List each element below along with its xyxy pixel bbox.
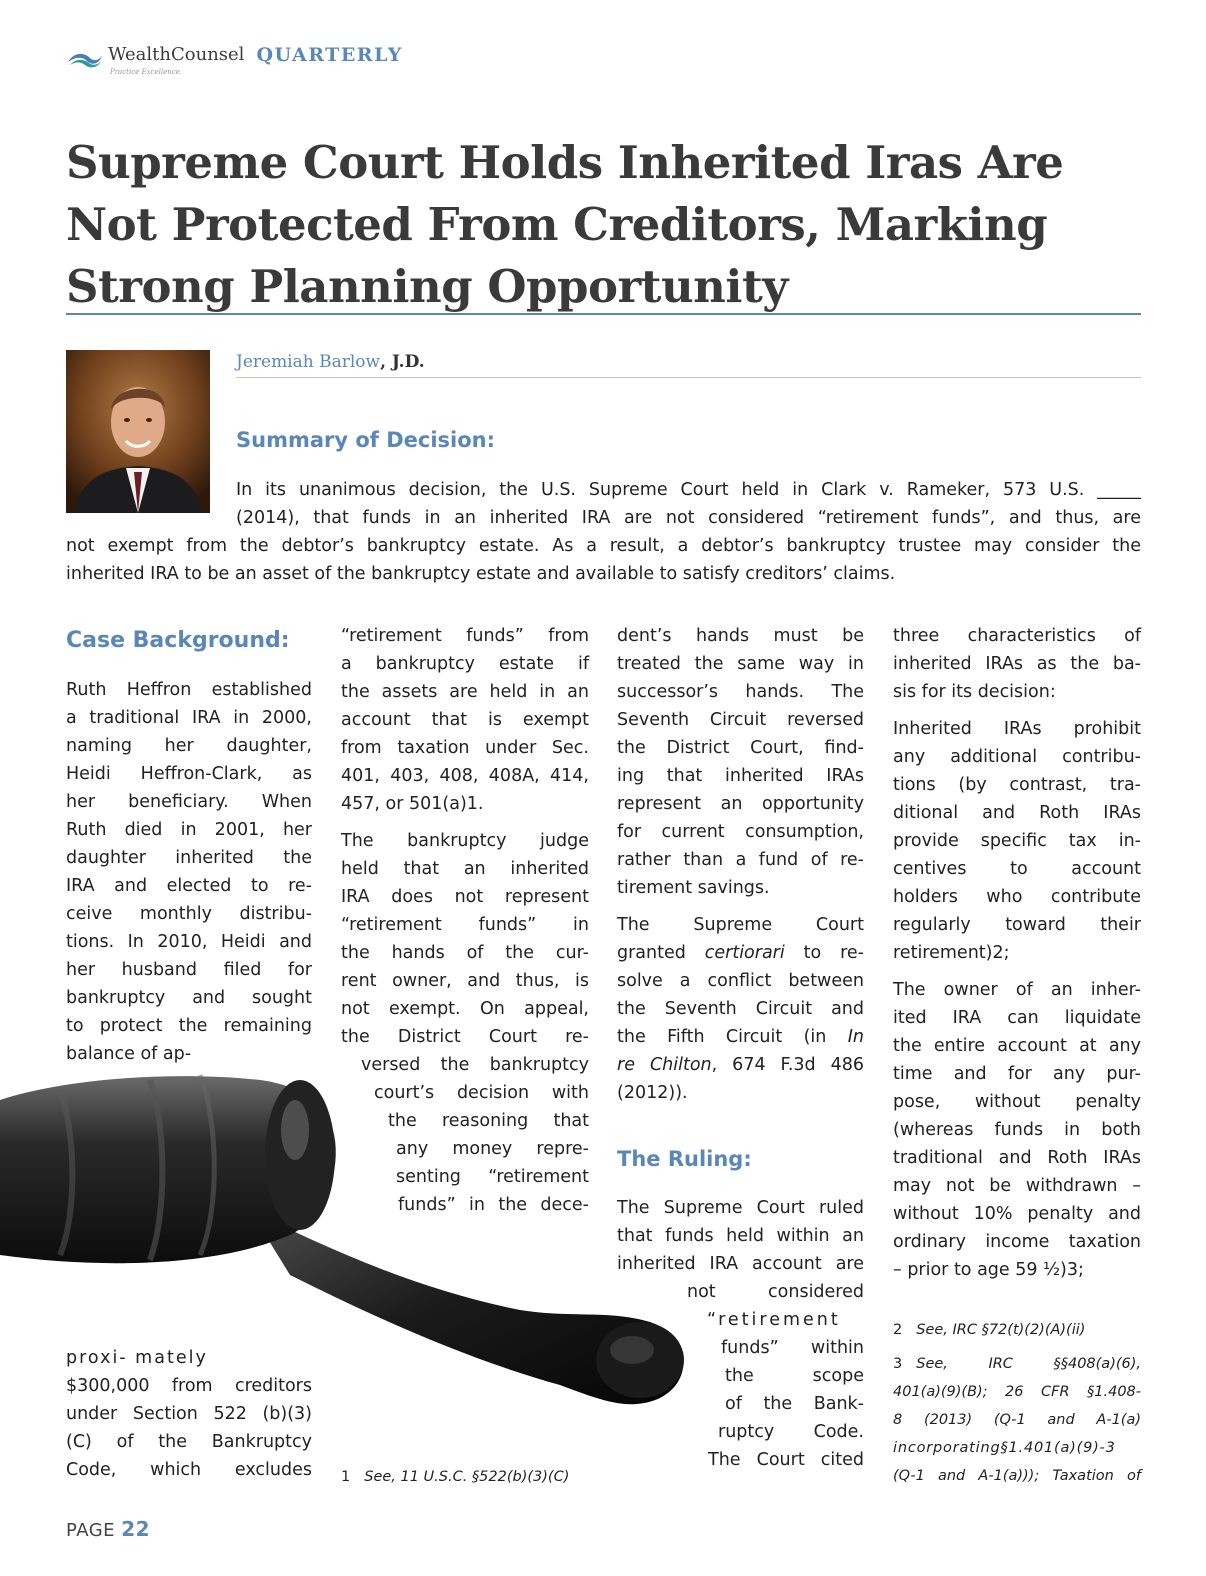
footnote-text: See, IRC §§408(a)(6),: [916, 1356, 1141, 1372]
text-line: the reasoning that: [388, 1111, 589, 1131]
text-line: Ruth Heffron established: [66, 680, 312, 700]
text-line: “retirement funds” in: [341, 915, 589, 935]
brand-section: QUARTERLY: [256, 44, 403, 66]
case-background-column: [66, 676, 312, 1068]
text-line: a bankruptcy estate if: [341, 654, 589, 674]
text-line: IRA does not represent: [341, 887, 589, 907]
text-line: rent owner, and thus, is: [341, 971, 589, 991]
page-label: PAGE: [66, 1520, 116, 1541]
text-line: The Supreme Court: [617, 915, 864, 935]
brand-tagline: Practice Excellence.: [110, 68, 183, 76]
text-line: centives to account: [893, 859, 1141, 879]
column-3: [617, 622, 864, 1107]
text-line: under Section 522 (b)(3): [66, 1404, 312, 1424]
column-4: [893, 622, 1141, 1284]
author-byline: [236, 350, 425, 374]
footnote-line: (Q-1 and A-1(a))); Taxation of: [893, 1468, 1141, 1484]
text-line: “retirement funds” from: [341, 626, 589, 646]
text-line: balance of ap-: [66, 1044, 192, 1064]
footnote-line: 8 (2013) (Q-1 and A-1(a): [893, 1412, 1141, 1428]
summary-line: In its unanimous decision, the U.S. Supreme Court held in Clark v. Rameker, 573 U.S. _____: [236, 480, 1141, 500]
title-line: Not Protected From Creditors, Marking: [66, 198, 1048, 251]
text-line: – prior to age 59 ½)3;: [893, 1260, 1084, 1280]
text-line: The owner of an inher-: [893, 980, 1141, 1000]
text-line: retirement)2;: [893, 943, 1010, 963]
text-line: without 10% penalty and: [893, 1204, 1141, 1224]
column-2: [341, 622, 589, 1219]
summary-line: (2014), that funds in an inherited IRA are not considered “retirement funds”, and thus, are: [236, 508, 1141, 528]
author-credential: , J.D.: [380, 352, 425, 372]
page-number: [66, 1517, 150, 1541]
text-line: ited IRA can liquidate: [893, 1008, 1141, 1028]
text-line: The Supreme Court ruled: [617, 1198, 864, 1218]
text-line: that funds held within an: [617, 1226, 864, 1246]
text-line: [617, 1051, 864, 1079]
text-line: funds” within: [721, 1338, 864, 1358]
text-line: time and for any pur-: [893, 1064, 1141, 1084]
text-line: rather than a fund of re-: [617, 850, 864, 870]
article-title: [66, 132, 1146, 318]
footnote-line: 401(a)(9)(B); 26 CFR §1.408-: [893, 1384, 1141, 1400]
text-line: regularly toward their: [893, 915, 1141, 935]
summary-line: inherited IRA to be an asset of the bankruptcy estate and available to satisfy creditors’ claims.: [66, 564, 896, 584]
text-line: ordinary income taxation: [893, 1232, 1141, 1252]
text-line: ditional and Roth IRAs: [893, 803, 1141, 823]
text-line: the hands of the cur-: [341, 943, 589, 963]
text-line: proxi- mately: [66, 1348, 208, 1368]
text-line: from taxation under Sec.: [341, 738, 589, 758]
text-line: ruptcy Code.: [718, 1422, 864, 1442]
text-line: the entire account at any: [893, 1036, 1141, 1056]
title-line: Strong Planning Opportunity: [66, 260, 788, 313]
page-number-value: 22: [121, 1517, 151, 1541]
text-run: to re-: [784, 943, 864, 963]
text-line: senting “retirement: [396, 1167, 589, 1187]
text-line: holders who contribute: [893, 887, 1141, 907]
text-line: represent an opportunity: [617, 794, 864, 814]
footnote-line: [893, 1350, 1141, 1378]
footnote-number: 1: [341, 1469, 351, 1485]
text-line: inherited IRAs as the ba-: [893, 654, 1141, 674]
text-line: the scope: [725, 1366, 864, 1386]
text-run: , 674 F.3d 486: [711, 1055, 864, 1075]
text-line: the District Court re-: [341, 1027, 589, 1047]
text-line: funds” in the dece-: [398, 1195, 589, 1215]
text-line: her beneficiary. When: [66, 792, 312, 812]
text-line: inherited IRA account are: [617, 1254, 864, 1274]
case-background-heading: Case Background:: [66, 628, 290, 653]
text-line: Heidi Heffron-Clark, as: [66, 764, 312, 784]
text-line: three characteristics of: [893, 626, 1141, 646]
text-line: The bankruptcy judge: [341, 831, 589, 851]
text-line: pose, without penalty: [893, 1092, 1141, 1112]
text-line: The Court cited: [708, 1450, 864, 1470]
author-name: Jeremiah Barlow: [236, 352, 381, 372]
text-line: Ruth died in 2001, her: [66, 820, 312, 840]
summary-line: not exempt from the debtor’s bankruptcy estate. As a result, a debtor’s bankruptcy trustee may consider the: [66, 536, 1141, 556]
ruling-column: [617, 1194, 864, 1474]
text-run: granted: [617, 943, 705, 963]
text-line: provide specific tax in-: [893, 831, 1141, 851]
footnote-number: 3: [893, 1356, 903, 1372]
text-line: not exempt. On appeal,: [341, 999, 589, 1019]
text-line: to protect the remaining: [66, 1016, 312, 1036]
text-line: 457, or 501(a)1.: [341, 794, 484, 814]
text-line: a traditional IRA in 2000,: [66, 708, 312, 728]
title-divider: [66, 313, 1141, 315]
text-line: sis for its decision:: [893, 682, 1056, 702]
text-line: held that an inherited: [341, 859, 589, 879]
title-line: Supreme Court Holds Inherited Iras Are: [66, 136, 1064, 189]
text-line: (2012)).: [617, 1083, 688, 1103]
text-line: [617, 1023, 864, 1051]
text-line: 401, 403, 408, 408A, 414,: [341, 766, 589, 786]
summary-heading: Summary of Decision:: [236, 428, 496, 452]
footnote-1: [341, 1463, 569, 1491]
text-line: the District Court, find-: [617, 738, 864, 758]
text-line: may not be withdrawn –: [893, 1176, 1141, 1196]
text-run: the Fifth Circuit (in: [617, 1027, 848, 1047]
text-line: the assets are held in an: [341, 682, 589, 702]
text-line: tirement savings.: [617, 878, 770, 898]
text-line: the Seventh Circuit and: [617, 999, 864, 1019]
author-divider: [236, 377, 1141, 378]
text-line: (C) of the Bankruptcy: [66, 1432, 312, 1452]
text-line: of the Bank-: [725, 1394, 864, 1414]
brand-name: WealthCounsel: [108, 44, 245, 65]
text-line: any money repre-: [396, 1139, 589, 1159]
text-line: ceive monthly distribu-: [66, 904, 312, 924]
footnote-line: incorporating§1.401(a)(9)-3: [893, 1440, 1116, 1456]
text-line: tions. In 2010, Heidi and: [66, 932, 312, 952]
text-line: any additional contribu-: [893, 747, 1141, 767]
text-line: [617, 939, 864, 967]
italic-term: re Chilton: [617, 1055, 712, 1075]
text-line: (whereas funds in both: [893, 1120, 1141, 1140]
text-line: ing that inherited IRAs: [617, 766, 864, 786]
italic-term: certiorari: [704, 943, 785, 963]
text-line: Code, which excludes: [66, 1460, 312, 1480]
footnote-text: See, 11 U.S.C. §522(b)(3)(C): [364, 1469, 570, 1485]
footnote-number: 2: [893, 1322, 903, 1338]
text-line: naming her daughter,: [66, 736, 312, 756]
text-line: IRA and elected to re-: [66, 876, 312, 896]
footnote-2: [893, 1316, 1141, 1344]
text-line: account that is exempt: [341, 710, 589, 730]
footnote-text: See, IRC §72(t)(2)(A)(ii): [916, 1322, 1086, 1338]
brand-logo: [66, 44, 403, 84]
text-line: Inherited IRAs prohibit: [893, 719, 1141, 739]
text-line: treated the same way in: [617, 654, 864, 674]
text-line: not considered: [687, 1282, 864, 1302]
text-line: successor’s hands. The: [617, 682, 864, 702]
text-line: bankruptcy and sought: [66, 988, 312, 1008]
text-line: solve a conflict between: [617, 971, 864, 991]
text-line: Seventh Circuit reversed: [617, 710, 864, 730]
ruling-heading: The Ruling:: [617, 1147, 752, 1171]
text-line: for current consumption,: [617, 822, 864, 842]
text-line: versed the bankruptcy: [361, 1055, 589, 1075]
text-line: tions (by contrast, tra-: [893, 775, 1141, 795]
text-line: “retirement: [707, 1310, 841, 1330]
text-line: daughter inherited the: [66, 848, 312, 868]
wave-logo-icon: [66, 48, 104, 70]
text-line: $300,000 from creditors: [66, 1376, 312, 1396]
italic-term: In: [847, 1027, 864, 1047]
text-line: dent’s hands must be: [617, 626, 864, 646]
text-line: court’s decision with: [374, 1083, 589, 1103]
author-photo: [66, 350, 210, 513]
text-line: traditional and Roth IRAs: [893, 1148, 1141, 1168]
footnote-3: [893, 1350, 1141, 1490]
text-line: her husband filed for: [66, 960, 312, 980]
